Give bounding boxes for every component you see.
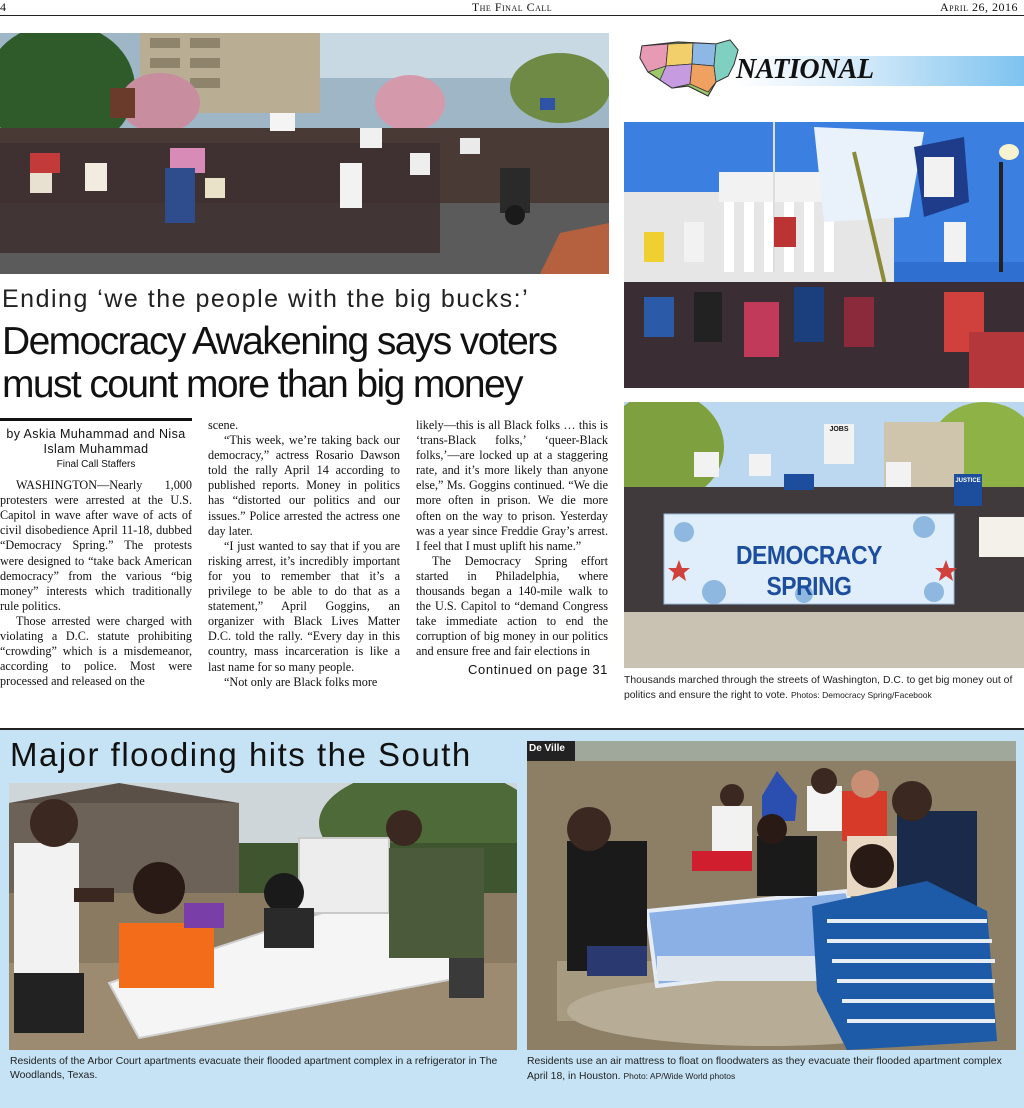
paragraph: “I just wanted to say that if you are risking arrest, it’s incredibly important for you to remember that it’s a privilege to be able to do that as a statement,” April Goggins, an organizer with Black Lives Matter D.C. told the rally. “Every day in this country, mass incarceration is like a last name for so many people. (208, 538, 400, 674)
section-label: NATIONAL (736, 54, 874, 85)
page-number: 4 (0, 0, 6, 14)
paragraph: WASHINGTON—Nearly 1,000 protesters were arrested at the U.S. Capitol in wave after wave of acts of civil disobedience April 11-18, dubbed “Democracy Spring.” The protests were designed to “take back American democracy” from the various “big money” interests which traditionally rule politics. (0, 478, 192, 613)
sign-justice: JUSTICE (955, 478, 981, 484)
paragraph: “Not only are Black folks more (224, 674, 378, 689)
paragraph: likely—this is all Black folks … this is ‘trans-Black folks,’ ‘queer-Black folks,’—are locked up at a staggering rate, and it’s more likely than anyone else,” Ms. Goggins continued. “We die more often in prison. We die more often on the way to prison. Yesterday was a year since Freddie Gray’s arrest. I feel that I must uplift his name.” (416, 418, 608, 553)
national-photo-caption (624, 674, 1024, 703)
byline-rule (0, 418, 192, 421)
issue-date: April 26, 2016 (939, 0, 1018, 14)
caption-text: Residents of the Arbor Court apartments evacuate their flooded apartment complex in a refrigerator in The Woodlands, Texas. (10, 1056, 498, 1081)
capitol-rally-photo (624, 122, 1024, 388)
article-headline: Democracy Awakening says voters must count more than big money (2, 320, 557, 406)
store-sign: De Ville (529, 743, 565, 754)
article-column-3 (416, 418, 608, 677)
section-banner (624, 34, 1024, 114)
air-mattress-evacuation-photo (527, 741, 1016, 1050)
article-kicker: Ending ‘we the people with the big bucks:’ (2, 285, 530, 313)
paragraph: The Democracy Spring effort started in Philadelphia, where thousands began a 140-mile walk to the U.S. Capitol to “demand Congress take immediate action to end the corruption of big money in our politics and ensure free and fair elections in (416, 553, 608, 659)
caption-text: Thousands marched through the streets of Washington, D.C. to get big money out of politics and ensure the right to vote. (624, 675, 1013, 701)
paragraph: scene. (208, 418, 239, 432)
byline-subtitle: Final Call Staffers (56, 459, 136, 470)
flood-caption-right (527, 1055, 1016, 1084)
us-map-icon (638, 36, 742, 104)
sign-jobs: JOBS (829, 426, 849, 433)
photo-credit: Photo: AP/Wide World photos (623, 1071, 736, 1081)
article-column-2 (208, 418, 400, 690)
continued-jump: Continued on page 31 (468, 661, 608, 677)
march-photo (0, 33, 609, 274)
article-column-1 (0, 418, 192, 689)
caption-text: Residents use an air mattress to float on floodwaters as they evacuate their flooded apartment complex April 18, in Houston. (527, 1056, 1002, 1082)
banner-text: DEMOCRACY SPRING (735, 540, 883, 601)
publication-name: The Final Call (471, 0, 553, 14)
paragraph: Those arrested were charged with violating a D.C. statute prohibiting “crowding” which is a misdemeanor, according to police. Most were processed and released on the (0, 613, 192, 689)
page-header (0, 0, 1024, 16)
byline: by Askia Muhammad and Nisa Islam Muhammad (6, 427, 186, 456)
refrigerator-evacuation-photo (9, 783, 517, 1050)
democracy-spring-banner-photo (624, 402, 1024, 668)
photo-credit: Photos: Democracy Spring/Facebook (790, 690, 932, 700)
flood-caption-left (10, 1055, 520, 1083)
paragraph: “This week, we’re taking back our democracy,” actress Rosario Dawson told the rally April 14 according to published reports. Money in politics has “distorted our politics and our issues.” Police arrested the actress one day later. (208, 433, 400, 538)
flood-section-title: Major flooding hits the South (10, 736, 472, 773)
